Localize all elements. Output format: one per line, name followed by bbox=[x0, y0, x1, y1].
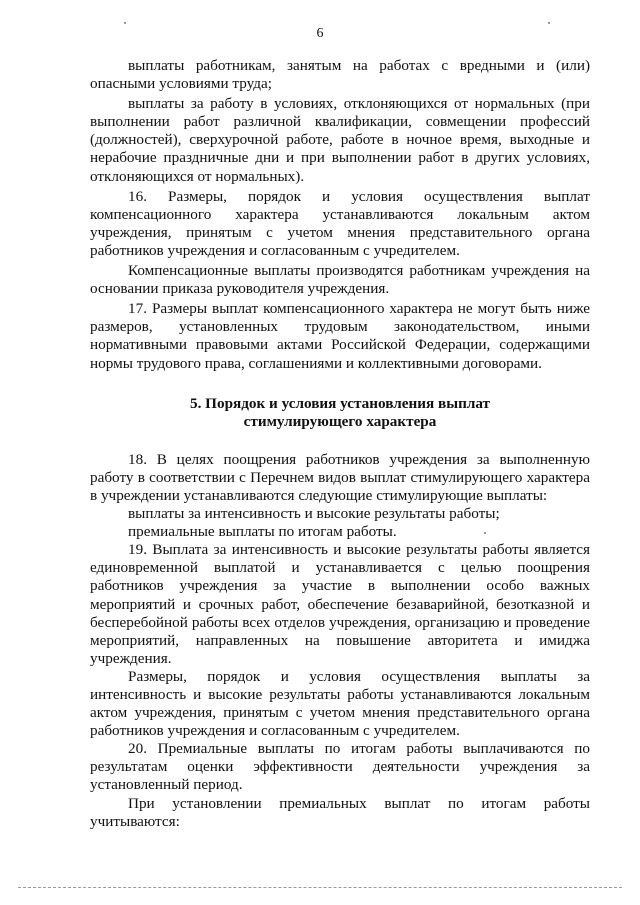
list-item-intensity: выплаты за интенсивность и высокие результаты работы; bbox=[128, 505, 500, 523]
page-number: 6 bbox=[316, 26, 324, 41]
section-heading bbox=[90, 395, 590, 431]
scan-footer-line bbox=[18, 887, 622, 888]
scan-speck bbox=[124, 22, 126, 24]
document-body bbox=[90, 57, 590, 831]
list-item-bonus: премиальные выплаты по итогам работы. bbox=[128, 523, 397, 541]
paragraph-20: 20. Премиальные выплаты по итогам работы выплачиваются по результатам оценки эффективности деятельности учреждения за установленный период. bbox=[90, 740, 590, 794]
section-heading-line2: стимулирующего характера bbox=[243, 412, 437, 430]
scan-speck bbox=[484, 532, 486, 534]
section-heading-line1: 5. Порядок и условия установления выплат bbox=[189, 394, 491, 412]
scan-speck bbox=[548, 22, 550, 24]
paragraph-compensation-order: Компенсационные выплаты производятся работникам учреждения на основании приказа руководителя учреждения. bbox=[90, 262, 590, 298]
paragraph-16: 16. Размеры, порядок и условия осуществления выплат компенсационного характера устанавливаются локальным актом учреждения, принятым с учетом мнения представительного органа работников учреждения и согласованным с учредителем. bbox=[90, 187, 590, 259]
paragraph-17: 17. Размеры выплат компенсационного характера не могут быть ниже размеров, установленных трудовым законодательством, иными нормативными правовыми актами Российской Федерации, содержащими нормы трудового права, соглашениями и коллективными договорами. bbox=[90, 300, 590, 372]
paragraph-18: 18. В целях поощрения работников учреждения за выполненную работу в соответствии с Перечнем видов выплат стимулирующего характера в учреждении устанавливаются следующие стимулирующие выплаты: bbox=[90, 450, 590, 504]
paragraph-19: 19. Выплата за интенсивность и высокие результаты работы является единовременной выплатой и устанавливается с целью поощрения работников учреждения за участие в выполнении особо важных мероприятий и срочных работ, обеспечение безаварийной, безотказной и бесперебойной работы всех отделов учреждения, организацию и проведение мероприятий, направленных на повышение авторитета и имиджа учреждения. bbox=[90, 541, 590, 667]
paragraph-deviating-conditions: выплаты за работу в условиях, отклоняющихся от нормальных (при выполнении работ различной квалификации, совмещении профессий (должностей), сверхурочной работе, работе в ночное время, выходные и нерабочие праздничные дни и при выполнении работ в других условиях, отклоняющихся от нормальных). bbox=[90, 95, 590, 185]
paragraph-harmful-conditions: выплаты работникам, занятым на работах с вредными и (или) опасными условиями труда; bbox=[90, 57, 590, 93]
paragraph-bonus-factors: При установлении премиальных выплат по итогам работы учитываются: bbox=[90, 794, 590, 830]
paragraph-intensity-conditions: Размеры, порядок и условия осуществления выплаты за интенсивность и высокие результаты работы устанавливаются локальным актом учреждения, принятым с учетом мнения представительного органа работников учреждения и согласованным с учредителем. bbox=[90, 667, 590, 740]
